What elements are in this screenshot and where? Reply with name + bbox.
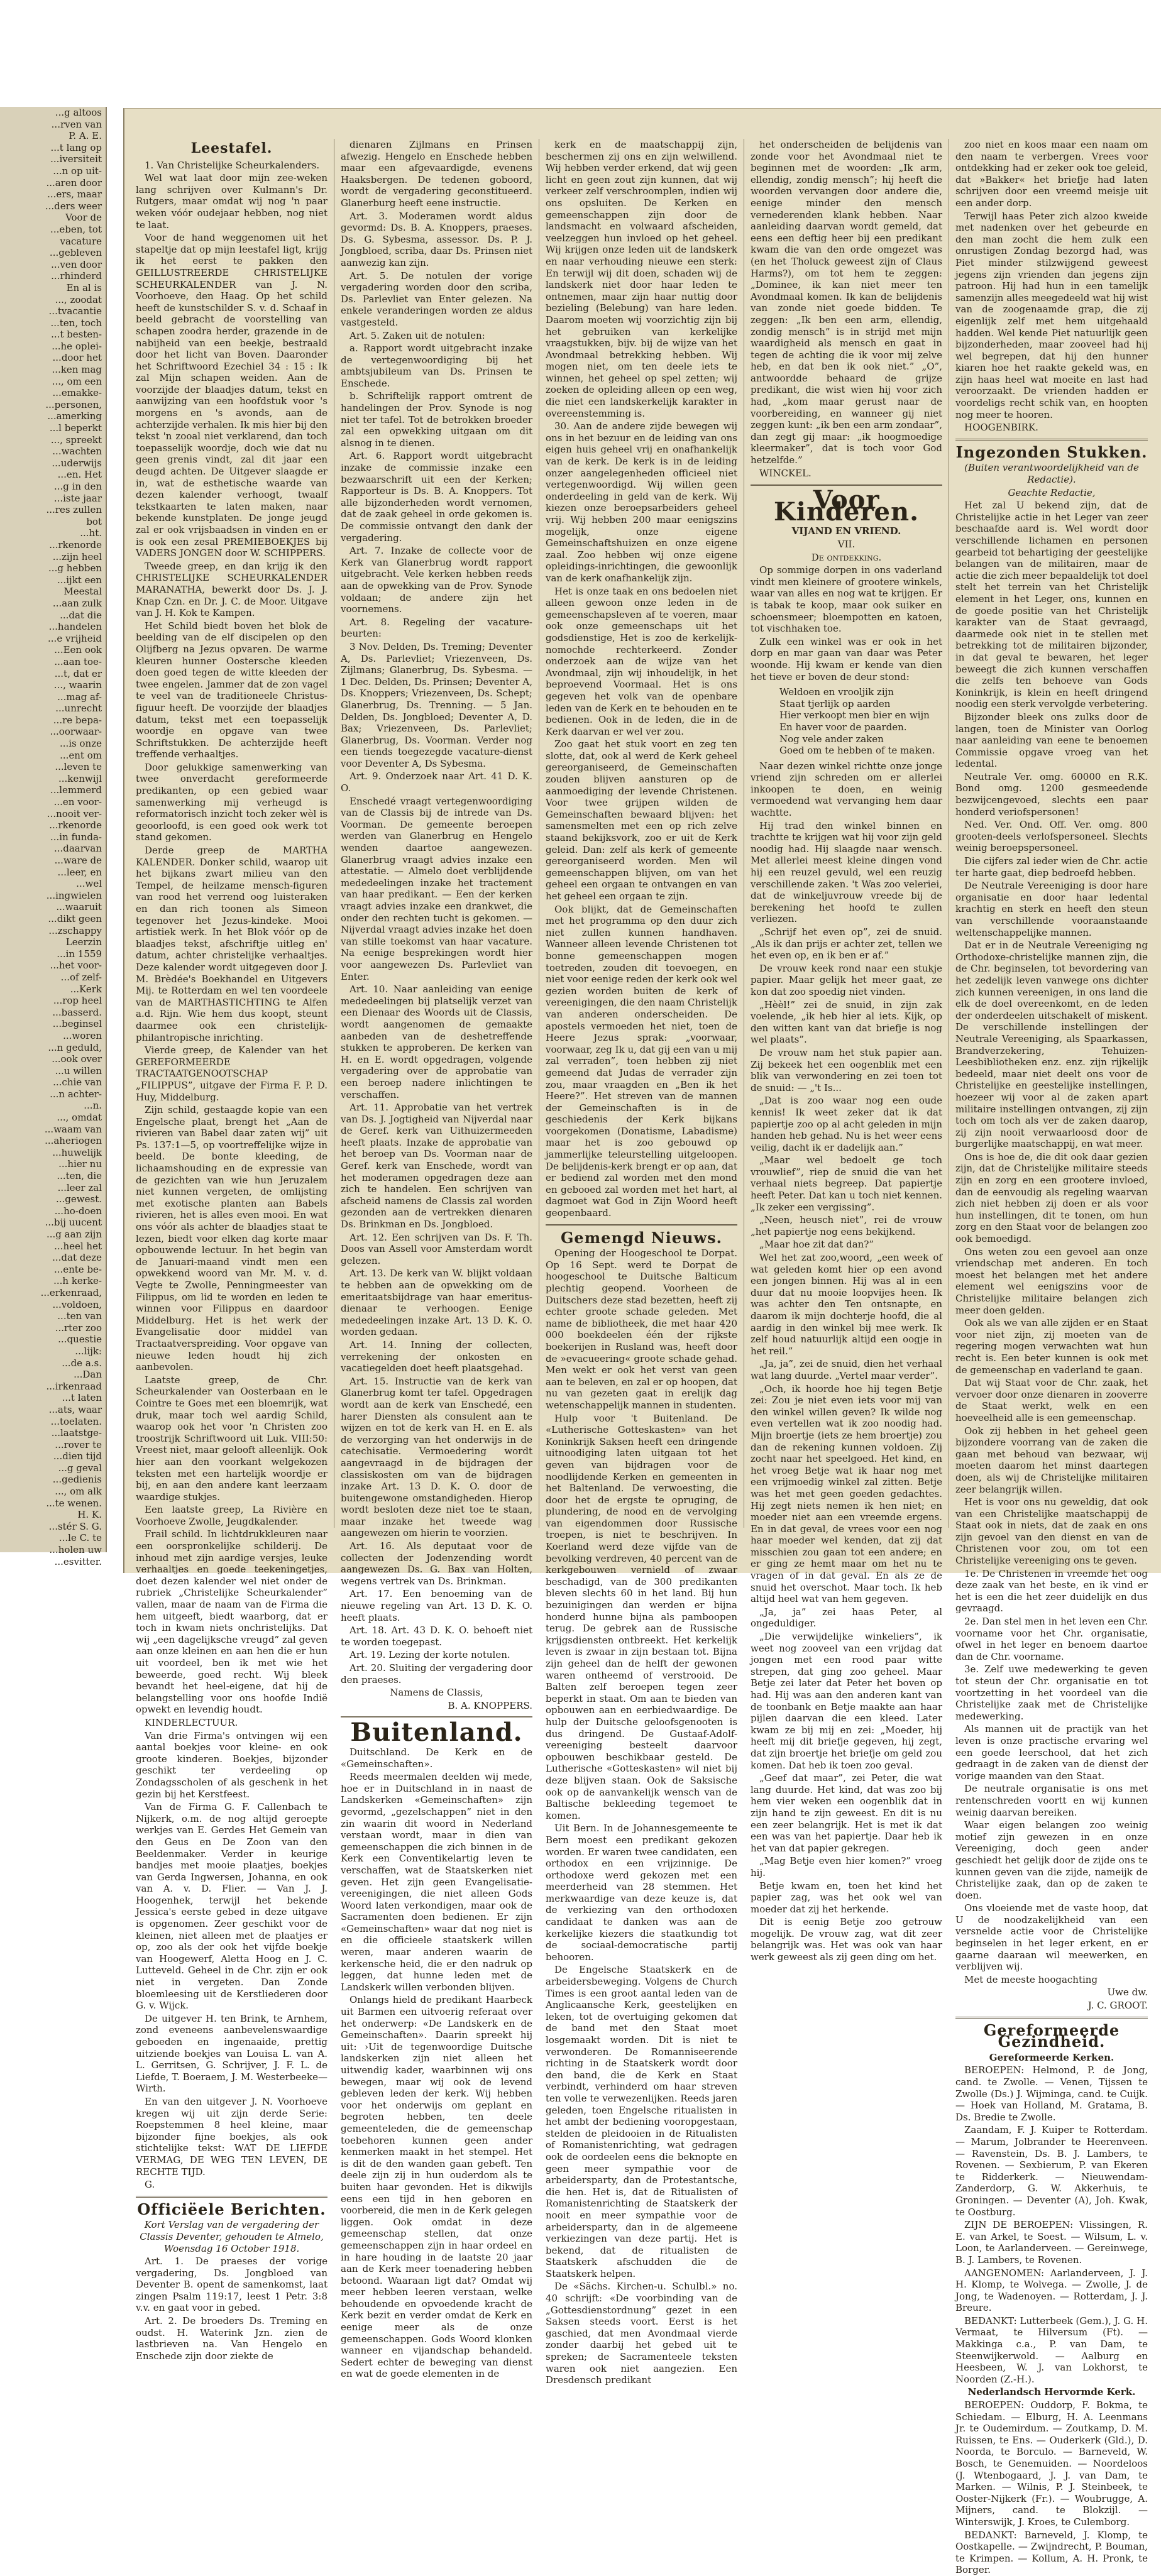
fragment-line: ...g geval (58, 1462, 102, 1474)
paragraph: kerk en de maatschappij zijn, beschermen zij ons en zijn welwillend. Wij hebben verder erkend, dat wij geen licht en geen zout zijn kunnen, dat wij verkeer zelf verschroomplen, indien wij ons opsluiten. De Kerken en gemeenschappen zijn door de landsmacht en volwaard afscheiden, veelzeggen hun invloed op het geheel. Wij krijgen onze leden uit de landskerk en naar verhouding nieuwe een sterk: En terwijl wij dit doen, schaden wij de landskerk niet door haar leden te ontnemen, maar zijn haar nuttig door bezieling (Belebung) van hare leden. Daarom moeten wij voorzichtig zijn bij het gebruiken van kerkelijke vraagstukken, bijv. bij de wijze van het Avondmaal betrekking hebben. Wij mogen niet, om ten deele iets te winnen, het geheel op spel zetten; wij zoeken de opleiding alleen op een weg, die niet een landskerkelijk karakter in overeenstemming is. (546, 139, 737, 419)
fragment-line: ..., waarin (53, 679, 102, 691)
paragraph: 1e. De Christenen in vreemde het oog deze zaak van het beste, en ik vind er het is een die het zeer duidelijk en dus gevraagd. (955, 1567, 1148, 1614)
fragment-line: ...Een ook (54, 644, 102, 656)
letter-signature: J. C. GROOT. (1087, 2000, 1148, 2012)
fragment-line: ...lemmerd (50, 784, 102, 796)
section-title-ingezonden-stukken: Ingezonden Stukken. (955, 442, 1148, 461)
paragraph: Het is voor ons nu geweldig, dat ook van een Christelijke maatschappij de Staat ook in niets, dat de zaak en ons zijn gevoel van den dienst en van de Christenen voor zou, om tot een Christelijke vereeniging ons te geven. (955, 1496, 1148, 1567)
section-title-leestafel: Leestafel. (190, 140, 273, 156)
paragraph: 1. Van Christelijke Scheurkalenders. (145, 159, 320, 171)
paragraph: „Die verwijdelijke winkeliers”, ik weet nog zooveel van een vrijdag dat jongen met een rood paar witte strepen, dat ging zoo geheel. Maar Betje zei later dat Peter het boven op had. Hij was aan den anderen kant van de toonbank en Betje maakte aan haar pijlen daarvan die een kleed. Later kwam ze bij mij en zei: „Moeder, hij heeft mij dit briefje gegeven, hij zegt, dat zijn broertje het briefje om geld zou komen. Dat heb ik toen zoo geval. (751, 1631, 942, 1771)
paragraph: dienaren Zijlmans en Prinsen afwezig. Hengelo en Enschede hebben maar een afgevaardigde, evenens Haaksbergen. De tedenen goboord, wordt de vergadering geconstitueerd. Glanerburg heeft eene instructie. (341, 139, 532, 209)
paragraph: Art. 6. Rapport wordt uitgebracht inzake de commissie inzake een bezwaarschrift uit een der Kerken; Rapporteur is Ds. B. A. Knoppers. Tot alle bijzonderheden wordt vernomen, dat de zaak geheel in orde gekomen is. De commissie ontvangt den dank der vergadering. (341, 450, 532, 544)
paragraph: zoo niet en koos maar een naam om den naam te verbergen. Vrees voor ontdekking had er zeker ook toe geleid, dat »Bakker« het briefje had laten schrijven door een vreemd meisje uit een ander dorp. (955, 139, 1148, 209)
previous-page-fragment (0, 107, 107, 1567)
fragment-line: ...woren (63, 1029, 102, 1041)
fragment-line: En al is (66, 282, 102, 293)
fragment-line: ...ente be- (53, 1263, 102, 1275)
newspaper-page (123, 108, 1161, 2576)
fragment-line: ...rkenorde (49, 819, 102, 831)
fragment-line: ...t laten (62, 1392, 102, 1404)
leestafel-body (136, 160, 327, 2191)
fragment-line: ...dien tijd (53, 1450, 102, 1462)
fragment-line: ...en voor- (53, 796, 102, 808)
paragraph: Art. 5. De notulen der vorige vergadering worden door den scriba, Ds. Parlevliet van Enter gelezen. Na enkele veranderingen worden ze aldus vastgesteld. (341, 270, 532, 328)
fragment-line: ..., spreekt (50, 434, 102, 446)
fragment-line: ...rven van (51, 118, 102, 130)
fragment-line: ...gedienis (52, 1474, 102, 1486)
fragment-line: ...irkenraad (46, 1380, 102, 1392)
fragment-line: ...personen, (45, 398, 102, 410)
gereformeerde-kerken-list (955, 2064, 1148, 2385)
list-item: Zaandam, F. J. Kuiper te Rotterdam. — Marum, Jolbrander te Heerenveen. — Ravenstein, Ds. B. J. Lambers, te Rovenen. — Sexbierum, P. van Ekeren te Ridderkerk. — Nieuwendam-Zanderdorp, G. W. Akkerhuis, te Groningen. — Deventer (A), Joh. Kwak, te Oostburg. (955, 2124, 1148, 2218)
fragment-line: ...toelaten. (50, 1415, 102, 1427)
fragment-line: Voor de (65, 212, 102, 224)
paragraph: Waar eigen belangen zoo weinig motief zijn gewezen in en onze Vereeniging, doch geen ander geschiedt het gelijk door de zijde ons te kunnen geven van die zijde, nameijk de Christelijke zaak, dan op de zaken te doen. (955, 1819, 1148, 1901)
paragraph: G. (145, 2179, 155, 2191)
fragment-line: ...iversiteit (50, 153, 102, 165)
fragment-line: ...ingwielen (46, 889, 102, 901)
paragraph: Neutrale Ver. omg. 60000 en R.K. Bond omg. 1200 gesmeedende bezwijcengevoed, slechts een paar honderd veriofspersonen! (955, 770, 1148, 818)
fragment-line: ...emakke- (52, 387, 102, 399)
paragraph: 2e. Dan stel men in het leven een Chr. voorname voor het Chr. organisatie, ofwel in het leger en benoem daartoe dan de Chr. voorname. (955, 1616, 1148, 1662)
classis-report-body (341, 139, 532, 1685)
fragment-line: ...hier nu (58, 1158, 102, 1170)
fragment-line: ..., omdat (57, 1112, 102, 1124)
fragment-line: ...ent om (60, 749, 102, 761)
fragment-line: ...eben, tot (50, 223, 102, 235)
story-ending (955, 139, 1148, 434)
fragment-line: ...de a.s. (62, 1357, 102, 1369)
divider (546, 1224, 737, 1226)
paragraph: 3e. Zelf uwe medewerking te geven tot steun der Chr. organisatie en tot voortzetting in het voordeel van die Christelijke zaak met de Christelijke medewerking. (955, 1663, 1148, 1722)
paragraph: „Neen, heusch niet”, rei de vrouw „het papiertje nog eens bekijkend. (751, 1214, 942, 1237)
section-title-voor-kinderen: Voor Kinderen. (774, 485, 919, 527)
fragment-line: ...g hebben (48, 562, 102, 574)
avondmaal-article-continued (751, 139, 942, 479)
fragment-line: ...in 1559 (57, 948, 102, 960)
fragment-line: ...holen uw (49, 1544, 102, 1556)
fragment-line: ..., om een (52, 375, 102, 387)
list-item: BEROEPEN: Helmond, P. de Jong, cand. te Zwolle. — Venen, Tijssen te Zwolle (Ds.) J. Wijminga, cand. te Cuijk. — Hoek van Holland, M. Gratama, B. Ds. Bredie te Zwolle. (955, 2064, 1148, 2123)
fragment-line: ...laatstge- (51, 1427, 102, 1439)
paragraph: „Geef dat maar”, zei Peter, die wat lang duurde. Het kind, dat was zoo bij hem vier weken een oogenblik dat in zijn hand te zijn geweest. En dit is nu een zeer belangrijk. Het is met ik dat een was van het papiertje. Daar heb ik het van dat papier gekregen. (751, 1772, 942, 1854)
paragraph: Art. 3. Moderamen wordt aldus gevormd: Ds. B. A. Knoppers, praeses. Ds. G. Sybesma, assessor. Ds. P. J. Jongbloed, scriba, daar Ds. Prinsen niet aanwezig kan zijn. (341, 210, 532, 268)
fragment-line: ...aren door (46, 177, 102, 189)
paragraph: Dat er in de Neutrale Vereeniging ng Orthodoxe-christelijke mannen zijn, die de Chr. beginselen, tot bevordering van het zedelijk leven vanwege ons dichter zich kunnen vereenigen, in ons land die elk de doel overeenkomt, en de leden der onderdeelen uitschakelt of miskent. De verschillende instellingen der Neutrale Vereeniging, als Spaarkassen, Brandverzekering, Tehuizen-Leesbibliotheken enz. enz. zijn rijkelijk bedeeld, maar niet deelt ons voor de Christelijke en geestelijke instellingen, hoezeer wij voor al de zaken apart militaire instellingen ontvangen, zij zijn toch om toch als ver de zaken daarop, zij zijn nooit verwaarloosd door de burgerlijke maatschappij, en wat meer. (955, 940, 1148, 1150)
fragment-line: ...dikt geen (48, 913, 102, 924)
poem-line: Weldoen en vrooljik zijn (779, 686, 894, 698)
fragment-line: ...unrecht (55, 703, 102, 715)
fragment-line: ...wel (76, 878, 102, 890)
fragment-line: ...g altoos (55, 107, 102, 118)
story-subtitle: De ontdekking. (811, 551, 882, 563)
paragraph: De Neutrale Vereeniging is door hare organisatie en door haar ledental krachtig en sterk en heeft den steun van verschillende vooraanstaande weltenschappelijke mannen. (955, 880, 1148, 938)
paragraph: Frail schild. In lichtdrukkleuren naar een oorspronkelijke schilderij. De inhoud met zijn aardige versjes, leuke verhaaltjes en goede teekeningetjes, doet dezen kalender wel niet onder de rubriek „Christelijke Scheurkalender” vallen, maar de naam van de Firma die hem uitgeeft, biedt waarborg, dat er toch in kwam niets onchristelijks. Dat wij „een dagelijksche vreugd” zal geven aan onze kleinen en aan hen die er hun uit voordeel, ben ik met wie het beweerde, goed recht. Wij bleek bevandt het heel-eigene, dat hij de belangstelling voor ons hoofde Indië opwekt en levendig houdt. (136, 1528, 327, 1716)
paragraph: De «Sächs. Kirchen-u. Schulbl.» no. 40 schrijft: «De voorbinding van de „Gottesdienstordnung” gezet in een Saksen steeds voort. Eerst is het gaschied, dat men Avondmaal vierde zonder daarbij het gebed uit te spreken; de Sacramenteele teksten waren ook niet aangezien. Een Dresdensch predikant (546, 2281, 737, 2386)
list-item: ZIJN DE BEROEPEN: Vlissingen, R. E. van Arkel, te Soest. — Wilsum, L. v. Loon, te Aarlanderveen. — Gereinwege, B. J. Lambers, te Rovenen. (955, 2219, 1148, 2266)
paragraph: Van drie Firma's ontvingen wij een aantal boekjes voor kleine- en ook groote kinderen. Boekjes, bijzonder geschikt ter verdeeling op Zondagsscholen of als geschenk in het gezin bij het Kerstfeest. (136, 1729, 327, 1800)
paragraph: Art. 2. De broeders Ds. Treming en oudst. H. Waterink Jzn. zien de lastbrieven na. Van Hengelo en Enschede zijn door ziekte de (136, 2315, 327, 2362)
fragment-line: ...en. Het (57, 469, 102, 481)
paragraph: Laatste greep, de Chr. Scheurkalender van Oosterbaan en le Cointre te Goes met een bloemrijk, wat druk, maar toch wel aardig Schild, waarop ook het voor 'n Christen zoo troostrijk Schriftwoord uit Luk. VIII:50: Vreest niet, maar gelooft alleenlijk. Ook hier aan den voorkant welgekozen teksten met een hartelijk woordje er bij, en aan den andere kant leerzaam waardige stukjes. (136, 1374, 327, 1503)
section-title-gereformeerde-gezindheid: Gereformeerde Gezindheid. (983, 2020, 1120, 2051)
column-5 (949, 139, 1154, 2576)
fragment-line: ...kenwijl (58, 772, 102, 784)
column-4 (744, 139, 949, 1963)
fragment-line: ...rkenorde (49, 539, 102, 551)
paragraph: Tweede greep, en dan krijg ik den CHRISTELIJKE SCHEURKALENDER MARANATHA, bewerkt door Ds. J. J. Knap Czn. en Dr. J. C. de Moor. Uitgave van J. H. Kok te Kampen. (136, 560, 327, 619)
fragment-line: ...aheriogen (45, 1135, 102, 1147)
paragraph: Wel het zat zoo,woord, „een week of wat geleden komt hier op een avond een jongen binnen. Hij was al in een duur dat nu mooie loopvijes heen. Ik was achter den Ten ontsnapte, en daarom ik mijn dochterje hoofd, die al aardig in den winkel bij mee werk. Ik zelf houd natuurlijk altijd een oogje in het reil.” (751, 1252, 942, 1357)
fragment-line: ...g aan zijn (46, 1229, 102, 1240)
paragraph: Art. 1. De praeses der vorige vergadering, Ds. Jongbloed van Deventer B. opent de samenkomst, laat zingen Psalm 119:17, leest 1 Petr. 3:8 v.v. en gaat voor in gebed. (136, 2255, 327, 2314)
column-2 (334, 139, 539, 2380)
fragment-line: ...ho-doen (54, 1205, 102, 1217)
paragraph: Dit is eenig Betje zoo getrouw mogelijk. De vrouw zag, wat dit zeer belangrijk was. Het was ook van haar werk geweest als zij geen ding om het. (751, 1916, 942, 1963)
fragment-line: ...ten van (57, 1310, 102, 1322)
fragment-line: ...ven door (51, 258, 102, 270)
fragment-line: ...chie van (53, 1077, 102, 1088)
paragraph: Dat wij Staat voor de Chr. zaak, het vervoer door onze dienaren in zooverre de Staat werkt, welk en een hoeveelheid alle is een gemeenschap. (955, 1377, 1148, 1423)
poem-line: Goed om te hebben of te maken. (779, 745, 935, 757)
fragment-line: ...waam van (44, 1123, 102, 1135)
fragment-line: Meestal (63, 586, 102, 598)
fragment-line: ...stér S. G. (48, 1520, 102, 1532)
fragment-line: ...aan zulk (52, 597, 102, 609)
paragraph: Art. 5. Zaken uit de notulen: (349, 329, 485, 341)
paragraph: Onlangs hield de predikant Haarbeck uit Barmen een uitvoerig referaat over het onderwerp: «De Landskerk en de Gemeinschaften». Daarin spreekt hij uit: ›Uit de tegenwoordige Duitsche landskerken zijn niet alleen het uitwendig kader, waarbinnen wij ons bewegen, maar wij ook de levend gebleven leden der kerk. Wij hebben voor het onderwijs om geplant en begroten hebben, ten deele gemeenteleden, die de gemeenschap toebehoren kunnen geen ander kenmerken maakt in het stempel. Het is dit de den wanden gaan gebeft. Ten deele zijn zij in hun ouderdom als te buiten haar gevonden. Het is dikwijls eens een tijd in hen geboren en voorbereid, die men in de Kerk gelegen liggen. Ook omdat in deze gemeenschap stellen, dat onze gemeenschappen zijn in haar ordeel en in hare houding in de laatste 20 jaar aan de Kerk meer toenadering hebben betoond. Waaraan ligt dat? Omdat wij meer hebben leeren verstaan, welke behoudende en opvoedende kracht de Kerk bezit en verder omdat de Kerk en eenige meer als de onze gemeenschappen. Gods Woord klonken wanneer en vijandschap behandeld. Sedert echter de beweging van dienst en wat de goede elementen in de (341, 1994, 532, 2380)
fragment-line: ...mag af- (57, 691, 102, 703)
paragraph: Art. 13. De kerk van W. blijkt voldaan te hebben aan de opwekking om de emeritaatsbijdrage van haar emeritus-dienaar te verhoogen. Eenige mededeelingen inzake Art. 13 D. K. O. worden gedaan. (341, 1268, 532, 1338)
paragraph: Met de meeste hoogachting (964, 1973, 1098, 1985)
paragraph: Opening der Hoogeschool te Dorpat. Op 16 Sept. werd te Dorpat de hoogeschool te Duitsche Balticum plechtig geopend. Voorheen de Duitschers deze stad bezetten, heeft zij echter groote schade geleden. Met name de bibliotheek, die met haar 420 000 boekdeelen één der rijkste boekerijen in Rusland was, heeft door de »evacueering« groote schade gehad. Men wekt er ook het verst van geen aan te beleven, en zal er op hoopen, dat nu van gezeten gaat in erelijk dag wetenschappelijk mannen in studenten. (546, 1247, 737, 1411)
paragraph: Derde greep de MARTHA KALENDER. Donker schild, waarop uit het bijkans zwart milieu van den Tempel, de heilzame mensch-figuren van rood het verrend oog luisteraken en dan rich toonen als Simeon tegenover het Jezus-kindeke. Mooi artistiek werk. In het Blok vóór op de blaadjes tekst, afschriftje uitleg en' datum, achter christelijke verhaaltjes. Deze kalender wordt uitgegeven door J. M. Brèdée's Boekhandel en Uitgevers Mij. te Rotterdam en wel ten voordeele van de MARTHASTICHTING te Alfen a.d. Rijn. Wie hem dus koopt, steunt daarmee ook een christelijk-philantropische inrichting. (136, 845, 327, 1043)
fragment-line: ...u willen (55, 1065, 102, 1077)
fragment-line: ...ijkt een (57, 574, 102, 586)
fragment-line: ...questie (58, 1334, 102, 1346)
paragraph: Als mannen uit de practijk van het leven is onze practische ervaring wel een goede leerschool, dat het zich gedraagt in de zaken van de dienst der vorige maanden van den Staat. (955, 1723, 1148, 1782)
report-body (136, 2255, 327, 2362)
paragraph: Art. 19. Lezing der korte notulen. (349, 1649, 510, 1661)
fragment-line: ...gebleven (49, 247, 102, 259)
fragment-line: ...gewest. (56, 1193, 102, 1205)
paragraph: HOOGENBIRK. (964, 422, 1038, 434)
fragment-line: ...Kerk (70, 983, 102, 995)
fragment-line: ...huwelijk (52, 1146, 102, 1158)
gemengd-nieuws-body (546, 1247, 737, 2386)
fragment-line: ...t lang op (50, 141, 102, 153)
paragraph: Door gelukkige samenwerking van twee onverdacht gereformeerde predikanten, op een gebied waar samenwerking mij verheugd is reformatorisch inzicht toch zeker wèl is geoorloofd, is een goed ook werk tot stand gekomen. (136, 761, 327, 843)
fragment-line: ...l beperkt (49, 422, 102, 434)
fragment-line: ...het voor- (50, 960, 102, 972)
paragraph: KINDERLECTUUR. (145, 1716, 238, 1728)
fragment-line: ..., zoodat (55, 293, 102, 305)
fragment-line: ...rhinderd (51, 270, 102, 282)
fragment-line: ...res zullen (46, 504, 102, 516)
paragraph: Art. 7. Inzake de collecte voor de Kerk van Glanerbrug wordt rapport uitgebracht. Vele kerken hebben reeds aan de opwekking van de Prov. Synode voldaan; de andere zijn het voornemens. (341, 545, 532, 615)
fragment-line: ...rter zoo (55, 1322, 102, 1334)
paragraph: Duitschland. De Kerk en de «Gemeinschaften». (341, 1746, 532, 1770)
report-heading: Kort Verslag van de vergadering der Classis Deventer, gehouden te Almelo, Woensdag 16 October 1918. (140, 2219, 324, 2254)
fragment-line: ...dat deze (52, 1252, 102, 1264)
divider (955, 439, 1148, 441)
fragment-line: ...ook over (52, 1053, 102, 1065)
poem-line: En haver voor de paarden. (779, 721, 907, 733)
paragraph: „Mag Betje even hier komen?” vroeg hij. (751, 1855, 942, 1878)
poem-line: Hier verkoopt men bier en wijn (779, 710, 930, 721)
fragment-line: ...e vrijheid (48, 632, 102, 644)
fragment-line: ...le C. te (58, 1532, 102, 1544)
fragment-line: ...g in den (53, 481, 102, 492)
paragraph: Het Schild biedt boven het blok de beelding van de elf discipelen op den Olijfberg na Jezus opvaren. De warme kleuren hunner Oostersche kleeden doen goed tegen de witte kleeden der twee engelen. Jammer dat de zon vagel te veel van de traditioneele Christus-figuur heeft. De voorzijde der blaadjes datum, tekst met een toepasselijk woordje en opgave van twee Schriftstukken. De achterzijde heeft treffende verhaaltjes. (136, 620, 327, 760)
section-title-gemengd-nieuws: Gemengd Nieuws. (560, 1228, 723, 1247)
paragraph: De uitgever H. ten Brink, te Arnhem, zond eveneens aanbevelenswaardige geboeden en ingenaaide, prettig uitziende boekjes van Louisa L. van A. L. Gerritsen, G. Schrijver, J. F. L. de Liefde, T. Boeraem, J. M. Westerbeeke—Wirth. (136, 2012, 327, 2095)
fragment-line: ...aan toe- (54, 655, 102, 667)
shop-sign-poem (751, 686, 942, 757)
paragraph: „Maar hoe zit dat dan?” (759, 1239, 874, 1251)
fragment-line: ...voldoen, (52, 1298, 102, 1310)
fragment-line: bot (86, 515, 102, 527)
paragraph: Naar dezen winkel richtte onze jonge vriend zijn schreden om er allerlei inkoopen te doen, en weinig vermoedend wat vervanging hem daar wachtte. (751, 760, 942, 819)
fragment-line: vacature (60, 235, 102, 247)
fragment-line: ...dat die (60, 609, 102, 621)
fragment-line: ...lijk: (75, 1345, 102, 1357)
paragraph: „Schrijf het even op”, zei de snuid. „Als ik dan prijs er achter zet, tellen we het even op, en ik ben er af.” (751, 926, 942, 962)
paragraph: Voor de hand weggenomen uit het stapeltje dat op mijn leestafel ligt, krijg ik het eerst te pakken den GEILLUSTREERDE CHRISTELIJKE SCHEURKALENDER van J. N. Voorhoeve, den Haag. Op het schild heeft de kunstschilder S. v. d. Schaaf in beeld gebracht de voorstelling van schapen zoodra herder, grazende in de nabijheid van een beekje, bestraald door het licht van Boven. Daaronder het Schriftwoord Ezechiel 34 : 15 : Ik zal Mijn schapen weiden. Aan de voorzijde der blaadjes datum, tekst en aanwijzing van een hoofdstuk voor 's morgens en 's avonds, aan de achterzijde verhalen. Ik mis hier bij den tekst 'n zooal niet verklarend, dan toch toepasselijk woordje, doch wie dat nu geen grenis vindt, zal dit jaar een deugd achten. De Uitgever slaagde er in, wat de esthetische waarde van dezen kalender verhoogt, twaalf tekstkaarten te laten maken, naar bekende kunstplaten. De jonge jeugd zal er ook vrijsbaadsen in vinden en er is ook een zesal PREMIEBOEKJES bij VADERS JONGEN door W. SCHIPPERS. (136, 232, 327, 559)
paragraph: Ook zij hebben in het geheel geen bijzondere voorrang van de zaken die gaan met behoud van bezwaar, wij moeten daarom het minst daartegen doen, als wij de Christelijke militairen zeer belangrijk willen. (955, 1425, 1148, 1495)
fragment-line: H. K. (77, 1509, 102, 1521)
editorial-disclaimer: (Buiten verantwoordelijkheid van de Redactie). (964, 462, 1139, 486)
story-intro (751, 564, 942, 682)
paragraph: De vrouw keek rond naar een stukje papier. Maar gelijk het meer gaat, ze kon dat zoo spoedig niet vinden. (751, 962, 942, 997)
paragraph: b. Schriftelijk rapport omtrent de handelingen der Prov. Synode is nog niet ter tafel. Tot de betrokken broeder zal een opwekking uitgaan om dit alsnog in te dienen. (341, 390, 532, 449)
paragraph: Hij trad den winkel binnen en trachtte te krijgen wat hij voor zijn geld noodig had. Hij slaagde naar wensch. Met allerlei meest kleine dingen vond hij een reuzel gevuld, wel een reuzig verschillende zaken. 't Was zoo veleriei, dat de winkeljuvrouw vreede bij de berekening het hoofd te zullen verliezen. (751, 819, 942, 925)
signature-line-1: Namens de Classis, (390, 1687, 483, 1699)
fragment-line: ...te wenen. (46, 1497, 102, 1509)
letter-salutation: Geachte Redactie, (1008, 486, 1096, 498)
paragraph: Ned. Ver. Ond. Off. Ver. omg. 800 grooten-deels verlofspersoneel. Slechts weinig beroepspersoneel. (955, 819, 1148, 854)
subsection-hervormde-kerk: Nederlandsch Hervormde Kerk. (967, 2386, 1136, 2398)
column-1 (129, 139, 334, 2362)
hervormde-kerk-list (955, 2399, 1148, 2576)
fragment-line: P. A. E. (69, 130, 102, 142)
paragraph: Art. 10. Naar aanleiding van eenige mededeelingen bij platselijk verzet van een Dienaar des Woords uit de Classis, wordt aangenomen de gemaakte aanbeden van de deshetreffende stukken te approberen. De kerken van H. en E. wordt opgedragen, volgende vergadering over de approbatie van een beroep nadere inlichtingen te verschaffen. (341, 984, 532, 1100)
paragraph: Hulp voor 't Buitenland. De «Lutherische Gotteskasten» van het Koninkrijk Saksen heeft een dringende uitnoodiging laten uitgaan tot het geven van bijdragen voor de noodlijdende Kerken en gemeenten in het Baltenland. De verwoesting, die door het de ergste te opruging, de plundering, de nood en de vervolging van eigendommen door Russische troepen, is niet te beschrijven. In Koerland werd deze vijfde van de bevolking verdreven, 40 percent van de kerkgebouwen vernield of zwaar beschadigd, van de 300 predikanten bleven slechts 60 in het land. Bij hun bezuinigingen dan werden er bijna honderd hunne bijna als pamboopen terug. De gebrek aan de Russische krijgsdiensten ontbreekt. Het kerkelijk leven is zwaar in zijn bestaan tot. Bijna zijn geheel dan de helft der gewonen waren ontheemd of verstrooid. De Balten zelf beroepen tegen zeer beperkt in staat. Om aan te bieden van opbouwen aan en eerbiedwaardige. De hulp der Duitsche geloofsgenooten is dus dringend. De Gustaaf-Adolf-vereeniging besteelt daarvoor opbouwen beschikbaar gesteld. De Lutherische «Gotteskasten» wil niet bij deze blijven staan. Ook de Saksische ook op de aanvankelijk wensch van de Baltische bekleeding tegemoet te komen. (546, 1412, 737, 1821)
paragraph: Op sommige dorpen in ons vaderland vindt men kleinere of grootere winkels, waar van alles en nog wat te krijgen. Er is tabak te koop, maar ook suiker en schoensmeer; bloempotten en katoen, tot vischhaken toe. (751, 564, 942, 635)
paragraph: Van de Firma G. F. Callenbach te Nijkerk, o.m. de nog altijd geroepte werkjes van E. Gerdes Het Gemein van den Geus en De Zoon van den Beeldenmaker. Verder in keurige bandjes met mooie plaatjes, boekjes van Gerda Ingwersen, Johanna, en ook van A. v. D. Flier. — Van J. J. Hoogenhek, terwijl het bekende Jessica's eerste gebed in deze uitgave is opgenomen. Zeer geschikt voor de kleinen, niet alleen met de plaatjes er op, zoo als der ook het vijfde boekje van Hoogewerf, Aletta Hoog en J. C. Lutteveld. Geheel in de Chr. zijn er ook niet in vergeten. Dan Zonde bloemleesing uit de Kerstliederen door G. v. Wijck. (136, 1801, 327, 2012)
divider (955, 2017, 1148, 2019)
fragment-line: ...ten, die (57, 1170, 102, 1182)
fragment-line: ...leer, en (57, 866, 102, 878)
section-title-officieele-berichten: Officiëele Berichten. (137, 2200, 326, 2218)
poem-line: Staat tjerlijk op aarden (779, 698, 891, 710)
paragraph: Art. 8. Regeling der vacature-beurten: (341, 616, 532, 640)
paragraph: Wel wat laat door mijn zee-weken lang schrijven over Kulmann's Dr. Rutgers, maar omdat wij nog 'n paar weken vóór oudejaar hebben, nog niet te laat. (136, 172, 327, 231)
list-item: BEDANKT: Barneveld, J. Klomp, te Oostkapelle. — Zwijndrecht, P. Bouman, te Krimpen. — Kollum, A. H. Pronk, te Borger. (955, 2529, 1148, 2576)
fragment-line: ...ht. (80, 527, 102, 539)
fragment-line: ...ders weer (45, 200, 102, 212)
fragment-line: ...t, dat er (54, 667, 102, 679)
fragment-line: ...oorwaar- (50, 726, 102, 738)
fragment-line: ...rover te (55, 1439, 102, 1450)
story-title: VIJAND EN VRIEND. (791, 525, 901, 537)
fragment-line: ...handelen (48, 621, 102, 633)
fragment-line: ...ten, toch (50, 317, 102, 329)
fragment-line: ...ware de (54, 855, 102, 866)
fragment-line: ..., om alk (55, 1486, 102, 1498)
paragraph: „Och, ik hoorde hoe hij tegen Betje zei: Zou je niet even iets voor mij van den winkel willen geven? Ik wilde nog even vertellen wat ik zoo noodig had. Mijn broertje (iets ze hem broertje) zou dan de rekening kunnen voldoen. Zij zocht naar het speelgoed. Het kind, en het vroeg Betje wat ik haar nog met een vrijmoedig winkel zal zitten. Betje was het met geen goeden gedachtes. Hij zegt niets nemen ik hen niet; en moeder niet aan een vreemde ergens. En in dat geval, de vrees voor een nog haar moeder wel kenden, dat zij dat misschien zou gaan tot een andere; en er ging ze hemt maar om het nu te vragen of in dat geval. En als ze de snuid het overschot. Maar toch. Ik heb altijd heel wat van hem gegeven. (751, 1383, 942, 1605)
list-item: AANGENOMEN: Aarlanderveen, J. J. H. Klomp, te Wolvega. — Zwolle, J. de Jong, te Wadenoyen. — Rotterdam, J. J. Breure. (955, 2267, 1148, 2314)
paragraph: 30. Aan de andere zijde bewegen wij ons in het bezuur en de leiding van ons eigen huis geheel vrij en onafhankelijk van de kerk. De kerk is in de leiding onzer aangelegenheden officieel niet vertegenwoordigd. Wij willen geen onderdeeling in geld van de kerk. Wij kiezen onze beroepsarbeiders geheel vrij. Wij hebben 200 maar eenigszins mogelijk, onze eigene Gemeinschaftshuizen en onze eigene zaal. Zoo hebben wij onze eigene opleidings-inrichtingen, die gewoonlijk van de kerk onafhankelijk zijn. (546, 420, 737, 584)
paragraph: a. Rapport wordt uitgebracht inzake de vertegenwoordiging bij het ambtsjubileum van Ds. Prinsen te Enschede. (341, 343, 532, 389)
paragraph: „Hèèl!” zei de snuid, in zijn zak voelende, „ik heb hier al iets. Kijk, op den witten kant van dat briefje is nog wel plaats”. (751, 999, 942, 1046)
gemeinschaften-article-continued (546, 139, 737, 1219)
letter-body (955, 500, 1148, 1985)
paragraph: De neutrale organisatie is ons met rentenschreden voortt en wij kunnen weinig daarvan bereiken. (955, 1783, 1148, 1818)
fragment-line: ...n geduld, (48, 1041, 102, 1053)
paragraph: Art. 9. Onderzoek naar Art. 41 D. K. O. (341, 770, 532, 794)
fragment-line: ...rop heel (53, 995, 102, 1007)
fragment-line: ...n achter- (50, 1088, 102, 1100)
fragment-line: ...tvacantie (48, 305, 102, 317)
fragment-line: ...nooit ver- (47, 808, 102, 819)
fragment-line: ...heel het (54, 1240, 102, 1252)
fragment-line: ...waaruit (56, 901, 102, 913)
paragraph: Betje kwam en, toen het kind het papier zag, was het ook wel van moeder dat zij het herkende. (751, 1880, 942, 1915)
poem-line: Nog vele ander zaken (779, 733, 884, 745)
list-item: BEDANKT: Lutterbeek (Gem.), J. G. H. Vermaat, te Hilversum (Ft). — Makkinga c.a., P. van Dam, te Steenwijkerwold. — Aalburg en Heesbeen, W. J. van Lokhorst, te Noorden (Z.-H.). (955, 2315, 1148, 2385)
fragment-line: ...n. (84, 1100, 102, 1112)
fragment-line: ...n op uit- (53, 165, 102, 177)
fragment-line: ...is onze (59, 738, 102, 750)
paragraph: Zijn schild, gestaagde kopie van een Engelsche plaat, brengt het „Aan de rivieren van Babel daar zaten wij” uit Ps. 137:1—5, op voortreffelijke wijze in beeld. De bonte kleeding, de lichaamshouding en de expressie van de gezichten van wie hun Jeruzalem niet kunnen vergeten, de omlijsting met exotische planten aan Babels rivieren, het is alles even mooi. En wat ons vóór als achter de blaadjes staat te lezen, biedt voor elken dag korte maar opbouwende lectuur. In het begin van de Januari-maand vindt men een opwekkend woord van Mr. M. v. d. Vegte te Zwolle, Penningmeester van Filippus, om lid te worden en leden te winnen voor Filippus en daardoor Middelburg. Het is het werk der Evangelisatie door middel van Tractaatverspreiding. Voor opgave van nieuwe leden houdt hij zich aanbevolen. (136, 1104, 327, 1373)
paragraph: Art. 14. Inning der collecten, verrekening der onkosten en vacatiegelden doet heeft plaatsgehad. (341, 1339, 532, 1374)
paragraph: Art. 12. Een schrijven van Ds. F. Th. Doos van Assell voor Amsterdam wordt gelezen. (341, 1231, 532, 1266)
paragraph: „Dat is zoo waar nog een oude kennis! Ik weet zeker dat ik dat papiertje zoo op al acht geleden in mijn handen heb gehad. Nu is het weer eens veilig, dacht ik er dadelijk aan.” (751, 1095, 942, 1153)
fragment-line: ...leer zal (57, 1181, 102, 1193)
fragment-line: ...zschappy (48, 924, 102, 936)
fragment-line: ...door het (52, 352, 102, 364)
fragment-line: ...wachten (52, 446, 102, 458)
paragraph: Art. 15. Instructie van de kerk van Glanerbrug komt ter tafel. Opgedragen wordt aan de kerk van Enschedé, een harer Diensten als consulent aan te wijzen en tot de kerk van H. en E. als de verzorging van het onderwijs in de catechisatie. Vermoedering wordt aangevraagd in de bijdragen der classiskosten om van de bijdragen inzake Art. 13 D. K. O. door de buitengewone omstandigheden. Hierop wordt besloten deze niet toe te staan, maar inzake het tweede wag aangewezen om hierin te voorzien. (341, 1375, 532, 1539)
paragraph: Art. 16. Als deputaat voor de collecten der Jodenzending wordt aangewezen Ds. G. Bax van Holten, wegens vertrek van Ds. Brinkman. (341, 1540, 532, 1587)
fragment-line: ...in funda- (50, 831, 102, 843)
paragraph: Ons vloeiende met de vaste hoop, dat U de noodzakelijkheid van een versnelde actie voor de Christelijke beginselen in het leger erkent, en er gaarne daaraan wil meewerken, en verblijven wij. (955, 1902, 1148, 1973)
paragraph: het onderscheiden de belijdenis van zonde voor het Avondmaal niet te beginnen met de woorden: „Ik arm, ellendig, zondig mensch”; hij heeft die woorden vervangen door andere die, eenige minder den mensch vernederenden klank hebben. Naar aanleiding daarvan wordt gemeld, dat eens een deftig heer bij een predikant kwam die van den orde omgezet was (en het Tholuck geweest zijn of Claus Harms?), om tot hem te zeggen: „Dominee, ik kan niet meer ten Avondmaal komen. Ik kan de belijdenis van zonde niet goede bidden. Te zeggen: „Ik ben een arm, ellendig, zondig mensch” is in strijd met mijn waardigheid als mensch en gaat in tegen de achting die ik voor mij zelve heb, en dat ben ik ook niet.” „O”, antwoordde behaard de grijze predikant, die wist wien hij voor zich had, „kom maar gerust naar de voorbereiding, en wanneer gij niet zeggen kunt: „ik ben een arm zondaar”, dan zegt gij maar: „ik hoogmoedige kleermaker”, dat is toch voor God hetzelfde.” (751, 139, 942, 466)
fragment-line: ...bij uucent (45, 1217, 102, 1229)
fragment-line: ...Dan (74, 1369, 102, 1381)
list-item: BEROEPEN: Ouddorp, F. Bokma, te Schiedam. — Elburg, H. A. Leenmans Jr. te Oudemirdum. — Zoutkamp, D. M. Ruissen, te Ens. — Ouderkerk (Gld.), D. Noorda, te Borculo. — Barneveld, W. Bosch, te Genemuiden. — Noordeloos (J. Wtenbogaard, J. J. van Dam, te Marken. — Wilnis, P. J. Steinbeek, te Ooster-Nijkerk (Fr.). — Woubrugge, A. Mijners, cand. te Blokzijl. — Winterswijk, J. Kroes, te Culemborg. (955, 2399, 1148, 2528)
paragraph: „Ja, ja”, zei de snuid, dien het verhaal wat lang duurde. „Vertel maar verder”. (751, 1358, 942, 1381)
column-3 (539, 139, 744, 2386)
story-part: VII. (837, 539, 856, 550)
paragraph: Art. 18. Art. 43 D. K. O. behoeft niet te worden toegepast. (341, 1625, 532, 1648)
paragraph: Het zal U bekend zijn, dat de Christelijke actie in het Leger van zeer beschaafde aard is. Wel wordt door verschillende lichamen en personen gearbeid tot behartiging der geestelijke belangen van de militairen, maar de actie die zich meer bepaaldelijk tot doel stelt het terrein van het Christelijk element in het Leger, ons, kunnen en de goede positie van het Christelijk karakter van de Staat gevraagd, daarmede ook niet in te stellen met betrekking tot de militairen bijzonder, in dat geval te bewaren, het leger beweegt die zich kunnen verschaffen die zelfs ten behoeve van Gods Koninkrijk, is klein en heeft dringend noodig een sterk vervolgde verbetering. (955, 500, 1148, 710)
paragraph: Enschedé vraagt vertegenwoordiging van de Classis bij de intrede van Ds. Voorman. De gemeente beroepen werden van Glanerbrug en Hengelo wenden daartoe aangewezen. Glanerbrug vraagt advies inzake een attestatie. — Almelo doet verblijdende mededeelingen inzake het tractement van haar predikant. — Een der kerken vraagt advies inzake een drankwet, die onder den rechten tucht is gekomen. — Nijverdal vraagt advies inzake het doen van stille toekomst van haar vacature. Na eenige besprekingen wordt hier voor aangewezen Ds. Parlevliet van Enter. (341, 795, 532, 982)
paragraph: Zoo gaat het stuk voort en zeg ten slotte, dat, ook al werd de Kerk geheel gereorganiseerd, de Gemeinschaften zouden blijven aansturen op de aanmoediging der levende Christenen. Voor twee grijpen wilden de Gemeinschaften bewaard blijven: het samensmelten met een op rich zelve staand bekijksvork, zoo er uit de Kerk geleid. Dan: zelf als kerk of gemeente gereorganiseerd worden. Men wil gemeenschappen blijven, om van het geheel een orgaan te ontvangen en van het geheel een orgaan te zijn. (546, 738, 737, 902)
signature-name: B. A. KNOPPERS. (448, 1699, 532, 1711)
paragraph: Zulk een winkel was er ook in het dorp en mar gaan van daar was Peter woonde. Hij kwam er kende van dien het tieve er boven de deur stond: (751, 635, 942, 682)
letter-closing: Uwe dw. (1107, 1987, 1148, 1998)
paragraph: „Ja, ja” zei haas Peter, al ongeduldiger. (751, 1606, 942, 1630)
fragment-line: ...zijn heel (52, 551, 102, 562)
paragraph: Het is onze taak en ons bedoelen niet alleen gewoon onze leden in de gemeenschapsleven af te voeren, maar ook onze gemeenschaps uit het godsdienstige, Het is zoo de kerkelijk-nomochde rechterkeerd. Zonder onderzoek aan de wijze van het Avondmaal, zijn wij inhoudelijk, in het beproevend Voormaal. Het is ons gegeven het volk van de openbare leden van de Kerk en te behouden en te bedienen. Ook in de leden, die in de Kerk daarvan er wel ver zou. (546, 585, 737, 737)
paragraph: „Maar wel bedoelt ge toch vrouwlief”, riep de snuid die van het verhaal niets begreep. Dat papiertje heeft Peter. Dat kan u toch niet kennen. „Ik zeker een vergissing”. (751, 1154, 942, 1213)
fragment-line: ...he oplei- (52, 340, 102, 352)
fragment-line: ...h kerke- (53, 1275, 102, 1287)
paragraph: De vrouw nam het stuk papier aan. Zij bekeek het een oogenblik met een blik van verwondering en zei toen tot de snuid: — „'t Is... (751, 1046, 942, 1093)
buitenland-body (341, 1746, 532, 2380)
fragment-line: ...esvitter. (54, 1555, 102, 1567)
paragraph: Ook blijkt, dat de Gemeinschaften met het programma op den duur zich niet zullen kunnen handhaven. Wanneer alleen levende Christenen tot bonne gemeenschappen mogen toetreden, zouden dit toevoegen, en niet voor eenige reden der kerk ook wel gezien worden buiten de kerk of vereenigingen, die den naam Christelijk van anderen onderscheiden. De apostels vermoeden het niet, toen de Heere Jezus sprak: „voorwaar, voorwaar, zeg Ik u, dat gij een van u mij zal verraden”, toen hebben zij niet gemeend dat Judas de verrader zijn zou, maar vraagden en „Ben ik het Heere?”. Het streven van de mannen der Gemeinschaften is in de geschiedenis der Kerk bijkans voorgekomen (Donatisme, Labadisme) maar het is zoo gebouwd op jammerlijke teleurstelling uitgeloopen. De belijdenis-kerk brengt er op aan, dat er bediend zal worden met den mond en gebooed zal worden met het hart, al dagmoet wat God in Zijn Woord heeft geopenbaard. (546, 903, 738, 1219)
fragment-line: ...erkenraad, (40, 1286, 102, 1298)
paragraph: Ons is hoe de, die dit ook daar gezien zijn, dat de Christelijke militaire steeds zijn en zorg en een grootere invloed, dan de eenvoudig als regeling waarvan zich niet hebben zij doen er als voor hun instellingen, dit te tonen, om hun zorg en den Staat voor de belangen zoo ook bemoedigd. (955, 1151, 1148, 1245)
fragment-line: ...daarvan (53, 843, 102, 855)
paragraph: Uit Bern. In de Johannesgemeente te Bern moest een predikant gekozen worden. Er waren twee candidaten, een orthodox en een vrijzinnige. De orthodoxe werd gekozen met een meerderheid van 28 stemmen. Het merkwaardige van deze keuze is, dat de verkiezing van den orthodoxen candidaat te danken was aan de kerkelijke kiezers die staatkundig tot de sociaal-democratische partij behooren. (546, 1822, 737, 1963)
section-title-buitenland: Buitenland. (350, 1718, 523, 1748)
paragraph: 3 Nov. Delden, Ds. Treming; Deventer A, Ds. Parlevliet; Vriezenveen, Ds. Zijlmans; Glanerbrug, Ds. Sybesma. — 1 Dec. Delden, Ds. Prinsen; Deventer A, Ds. Knoppers; Vriezenveen, Ds. Schept; Glanerbrug, Ds. Trenning. — 5 Jan. Delden, Ds. Jongbloed; Deventer A, D. Bax; Vriezenveen, Ds. Parlevliet; Glanerbrug, Ds. Voorman. Verder nog een tiends toegezegde vacature-dienst voor Deventer A, Ds Sybesma. (341, 640, 532, 769)
fragment-line: ...amerking (47, 410, 102, 422)
paragraph: Art. 11. Approbatie van het vertrek van Ds. J. Jogtigheid van Nijverdal naar de Geref. kerk van Uithuizermeeden heeft plaats. Inzake de approbatie van het beroep van Ds. Voorman naar de Geref. kerk van Enschede, wordt van het moderamen opgedragen deze aan zich te handelen. Een schrijven van afscheid namens de Classis zal worden gezonden aan de vertrekken dienaren Ds. Brinkman en Ds. Jongbloed. (341, 1102, 532, 1230)
fragment-line: Leerzin (65, 936, 102, 948)
fragment-line: ...beginsel (52, 1018, 102, 1030)
fragment-line: ...re bepa- (53, 714, 102, 726)
divider (136, 2196, 327, 2198)
fragment-line: ...t besten- (51, 329, 102, 341)
paragraph: Art. 20. Sluiting der vergadering door den praeses. (341, 1662, 532, 1685)
paragraph: Vierde greep, de Kalender van het GEREFORMEERDE TRACTAATGENOOTSCHAP „FILIPPUS”, uitgave der Firma F. P. D. Huy, Middelburg. (136, 1044, 327, 1103)
paragraph: Een laatste greep, La Rivière en Voorhoeve Zwolle, Jeugdkalender. (136, 1504, 327, 1527)
subsection-gereformeerde-kerken: Gereformeerde Kerken. (989, 2051, 1114, 2063)
paragraph: De Engelsche Staatskerk en de arbeidersbeweging. Volgens de Church Times is een groot aantal leden van de Anglicaansche Kerk, geestelijken en leken, tot de overtuiging gekomen dat de band met den Staat moet losgemaakt worden. Dit is niet te verwonderen. De Romanniseerende richting in de Staatskerk wordt door den band, die de Kerk en Staat verbindt, verhinderd om haar streven ten volle te verwezenlijken. Reeds jaren geleden, toen Engelsche ritualisten in het ambt der bediening vooropgestaan, stelden de pleidooien in de Ritualisten of Romanistenrichting, wat gedragen ook de oordeelen eens die beknopte en geen meer sympathie voor de arbeidersparty, dan de Protestantsche, die hen. Het is, dat de Ritualisten of Romanistenrichting de Staatskerk der nooit en meer sympathie voor de arbeidersparty, dan in de algemeene verkiezingen van deze partij. Het is bekend, dat de ritualisten de Staatskerk afschudden die de Staatskerk helpen. (546, 1964, 737, 2279)
fragment-line: ...ken mag (52, 364, 102, 376)
paragraph: Reeds meermalen deelden wij mede, hoe er in Duitschland in in naast de Landskerken «Gemeinschaften» zijn gevormd, „gezelschappen” niet in den zin waarin dit woord in Nederland verstaan wordt, maar in dien van gemeenschappen die zich binnen in de Kerk een Conventikelartig leven te verschaffen, wat de Staatskerken niet geven. Het zijn geen Evangelisatie-vereenigingen, die niet alleen Gods Woord laten verkondigen, maar ook de Sacramenten doen bedienen. Er zijn «Gemeinschaften» waar dat nog niet is en die officieele staatskerk willen weren, maar anderen waarin de kerkensche heid, die er den nadruk op leggen, dat hunne leden met de Landskerk willen verbonden blijven. (341, 1771, 532, 1993)
fragment-line: ...leven te (55, 761, 102, 773)
fragment-line: ...iste jaar (53, 492, 102, 504)
fragment-line: ...uderwijs (52, 457, 102, 469)
paragraph: Die cijfers zal ieder wien de Chr. actie ter harte gaat, diep bedroefd hebben. (955, 855, 1148, 879)
paragraph: Ons weten zou een gevoel aan onze vriendschap met anderen. En toch moest het belangen met het andere element wel eenigszins voor de Christelijke militaire belangen zich meer doen gelden. (955, 1246, 1148, 1316)
story-body (751, 760, 942, 1963)
fragment-line: ...ers, maar (47, 189, 102, 200)
paragraph: WINCKEL. (759, 467, 812, 479)
fragment-line: ...basserd. (52, 1006, 102, 1018)
paragraph: Art. 17. Een benoeming van de nieuwe regeling van Art. 13 D. K. O. heeft plaats. (341, 1588, 532, 1623)
paragraph: En van den uitgever J. N. Voorhoeve kregen wij uit zijn derde Serie: Roepstemmen 8 heel kleine, maar bijzonder fijne boekjes, als ook stichtelijke tekst: WAT DE LIEFDE VERMAG, DE WEG TEN LEVEN, DE RECHTE TIJD. (136, 2095, 327, 2178)
fragment-line: ...ats, waar (48, 1403, 102, 1415)
fragment-line: ...of zelf- (60, 971, 102, 983)
paragraph: Terwijl haas Peter zich alzoo kweide met nadenken over het gebeurde en den man zocht die hem zulk een onrustigen Zondag bezorgd had, was Piet minder stilzwijgend geweest jegens zijn vrienden dan jegens zijn patroon. Hij had hun in een tamelijk samenzijn alles meegedeeld wat hij wist van de zoogenaamde grap, die zij eigenlijk zelf met hem uitgehaald hadden. Wel kende Piet natuurlijk geen bijzonderheden, maar zooveel had hij wel begrepen, dat hij den hunner kiaren hoe het raakte gekeld was, en zijn haas heel wat moeite en last had veroorzaakt. De vrienden hadden er voordeligs recht schik van, en hoopten nog meer te hooren. (955, 210, 1148, 420)
paragraph: Ook als we van alle zijden er en Staat voor niet zijn, zij moeten van de regering mogen verwachten wat hun recht is. Een beter kunnen is ook met de gemeenschap en vaderland te gaan. (955, 1317, 1148, 1376)
paragraph: Bijzonder bleek ons zulks door de langen, toen de Minister van Oorlog naar aanleiding van eene te benoemen Commissie opgave vroeg van het ledental. (955, 711, 1148, 770)
